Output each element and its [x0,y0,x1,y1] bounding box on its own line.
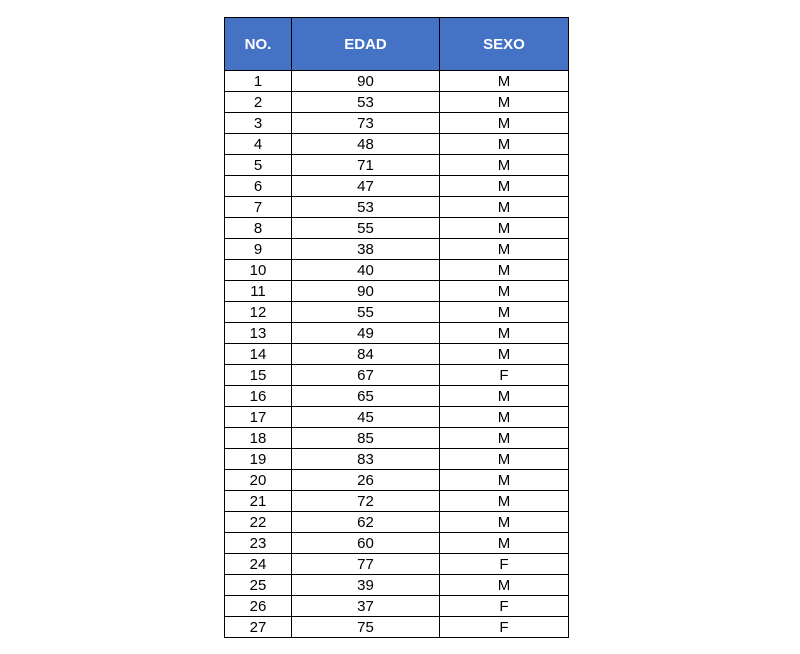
table-row [225,596,569,617]
cell-no: 17 [225,407,292,428]
cell-edad: 75 [292,617,440,638]
cell-sexo: M [440,428,569,449]
cell-sexo: M [440,218,569,239]
header-edad: EDAD [292,18,440,71]
cell-sexo: M [440,260,569,281]
cell-sexo: M [440,71,569,92]
cell-edad: 84 [292,344,440,365]
cell-sexo: M [440,323,569,344]
cell-edad: 90 [292,71,440,92]
cell-no: 18 [225,428,292,449]
cell-edad: 49 [292,323,440,344]
cell-no: 11 [225,281,292,302]
table-row [225,365,569,386]
cell-sexo: M [440,239,569,260]
cell-no: 9 [225,239,292,260]
cell-sexo: M [440,113,569,134]
cell-sexo: M [440,344,569,365]
cell-edad: 53 [292,92,440,113]
cell-edad: 26 [292,470,440,491]
table-row [225,92,569,113]
cell-sexo: M [440,575,569,596]
cell-no: 20 [225,470,292,491]
table-body [225,71,569,638]
cell-no: 23 [225,533,292,554]
cell-sexo: M [440,407,569,428]
cell-no: 22 [225,512,292,533]
header-no: NO. [225,18,292,71]
cell-no: 5 [225,155,292,176]
cell-edad: 65 [292,386,440,407]
cell-edad: 48 [292,134,440,155]
cell-edad: 47 [292,176,440,197]
cell-edad: 62 [292,512,440,533]
table-row [225,134,569,155]
cell-sexo: M [440,197,569,218]
table-row [225,176,569,197]
cell-no: 8 [225,218,292,239]
header-row [225,18,569,71]
header-sexo: SEXO [440,18,569,71]
table-row [225,113,569,134]
cell-no: 21 [225,491,292,512]
table-row [225,575,569,596]
cell-no: 10 [225,260,292,281]
table-row [225,155,569,176]
cell-sexo: M [440,302,569,323]
cell-sexo: F [440,617,569,638]
table-row [225,302,569,323]
cell-no: 1 [225,71,292,92]
cell-sexo: F [440,365,569,386]
cell-sexo: M [440,512,569,533]
cell-edad: 77 [292,554,440,575]
cell-sexo: M [440,470,569,491]
cell-no: 27 [225,617,292,638]
cell-edad: 37 [292,596,440,617]
cell-sexo: M [440,281,569,302]
table-row [225,512,569,533]
cell-edad: 38 [292,239,440,260]
table-row [225,617,569,638]
cell-sexo: M [440,449,569,470]
cell-no: 3 [225,113,292,134]
cell-no: 6 [225,176,292,197]
cell-edad: 73 [292,113,440,134]
cell-edad: 45 [292,407,440,428]
table-row [225,239,569,260]
cell-no: 12 [225,302,292,323]
cell-sexo: M [440,134,569,155]
table-row [225,428,569,449]
cell-no: 2 [225,92,292,113]
table-row [225,260,569,281]
cell-no: 4 [225,134,292,155]
table-row [225,491,569,512]
table-row [225,449,569,470]
table-row [225,281,569,302]
cell-sexo: M [440,491,569,512]
cell-no: 15 [225,365,292,386]
cell-no: 16 [225,386,292,407]
cell-edad: 85 [292,428,440,449]
cell-no: 24 [225,554,292,575]
cell-edad: 60 [292,533,440,554]
table-row [225,470,569,491]
table-row [225,344,569,365]
cell-edad: 72 [292,491,440,512]
cell-edad: 67 [292,365,440,386]
cell-sexo: M [440,155,569,176]
table-row [225,554,569,575]
cell-edad: 53 [292,197,440,218]
cell-sexo: M [440,92,569,113]
cell-edad: 83 [292,449,440,470]
table-row [225,386,569,407]
table-header [225,18,569,71]
table-row [225,218,569,239]
table-row [225,71,569,92]
cell-edad: 55 [292,218,440,239]
cell-no: 26 [225,596,292,617]
cell-sexo: M [440,533,569,554]
cell-edad: 40 [292,260,440,281]
cell-no: 13 [225,323,292,344]
data-table [224,17,569,638]
table-row [225,323,569,344]
cell-sexo: M [440,386,569,407]
cell-sexo: F [440,554,569,575]
cell-edad: 39 [292,575,440,596]
cell-edad: 55 [292,302,440,323]
cell-no: 19 [225,449,292,470]
cell-edad: 71 [292,155,440,176]
cell-no: 25 [225,575,292,596]
cell-sexo: M [440,176,569,197]
cell-sexo: F [440,596,569,617]
cell-edad: 90 [292,281,440,302]
cell-no: 7 [225,197,292,218]
cell-no: 14 [225,344,292,365]
table-row [225,533,569,554]
table-row [225,197,569,218]
table-row [225,407,569,428]
